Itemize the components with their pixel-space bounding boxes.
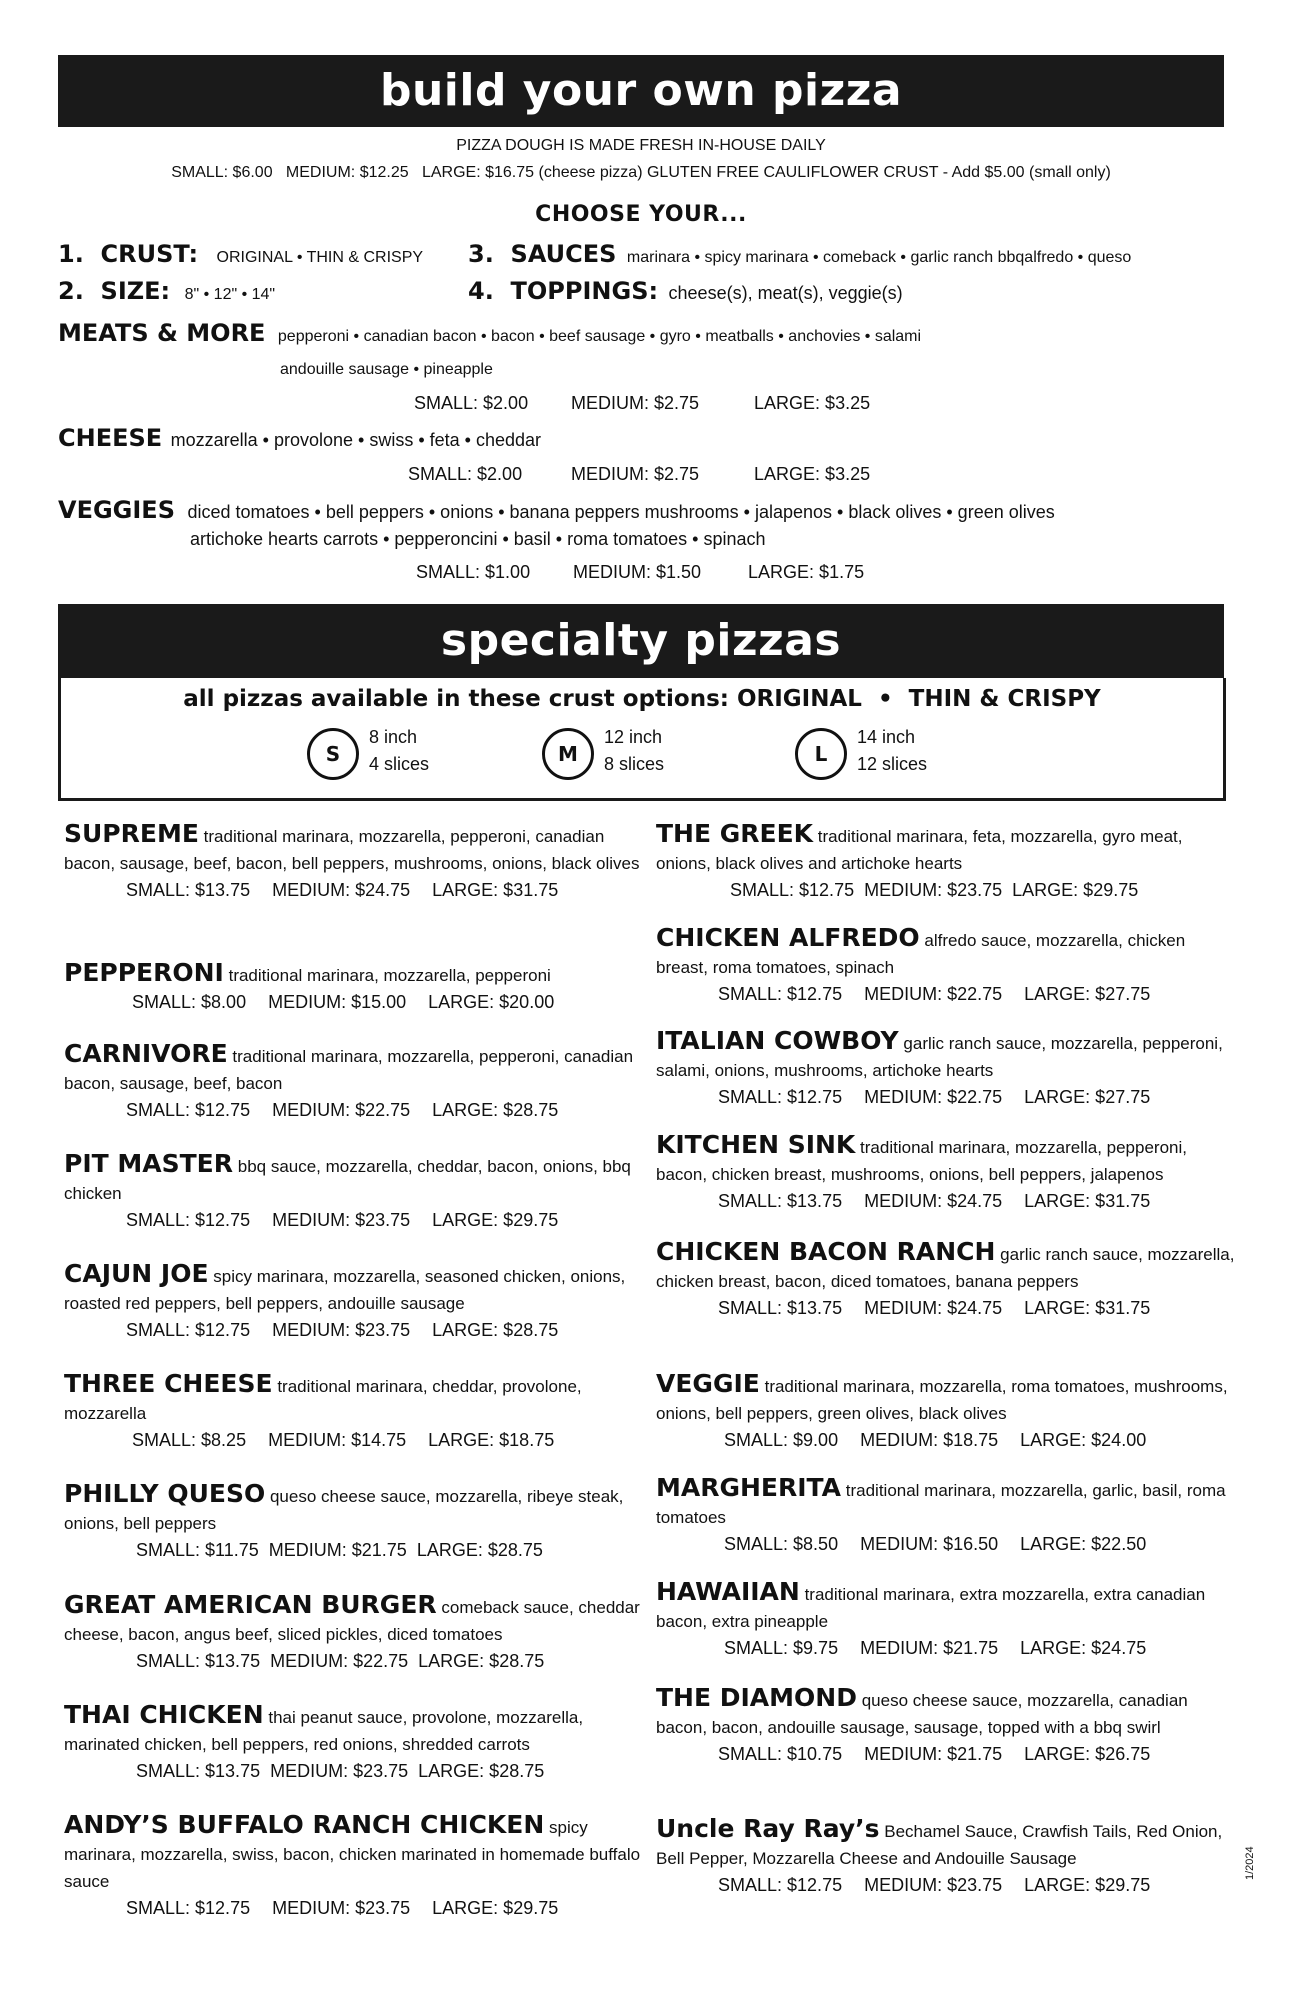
price-large: LARGE: $29.75 xyxy=(432,1898,559,1918)
price-medium: MEDIUM: $14.75 xyxy=(268,1430,407,1450)
price-medium: MEDIUM: $24.75 xyxy=(272,880,411,900)
pizza-desc: traditional marinara, mozzarella, pepperoni, bacon, chicken breast, mushrooms, onions, bell peppers, jalapenos xyxy=(656,1138,1187,1184)
price-small: SMALL: $9.75 xyxy=(724,1638,839,1658)
meats-heading: MEATS & MORE xyxy=(58,319,266,347)
pizza-andys-buffalo-ranch-chicken xyxy=(64,1811,644,1922)
pizza-desc: comeback sauce, cheddar cheese, bacon, angus beef, sliced pickles, diced tomatoes xyxy=(64,1598,640,1644)
pizza-chicken-alfredo xyxy=(656,924,1236,1008)
price-large: LARGE: $31.75 xyxy=(1024,1191,1151,1211)
meats-prices xyxy=(414,393,870,414)
cheese-small: SMALL: $2.00 xyxy=(408,464,523,484)
pizza-name: CHICKEN ALFREDO xyxy=(656,923,920,952)
pizza-desc: Bechamel Sauce, Crawfish Tails, Red Onion, Bell Pepper, Mozzarella Cheese and Andouille Sausage xyxy=(656,1822,1223,1868)
price-medium: MEDIUM: $21.75 xyxy=(268,1540,407,1560)
pizza-name: KITCHEN SINK xyxy=(656,1130,856,1159)
pizza-name: ANDY’S BUFFALO RANCH CHICKEN xyxy=(64,1810,545,1839)
pizza-great-american-burger xyxy=(64,1591,644,1675)
price-small: SMALL: $8.50 xyxy=(724,1534,839,1554)
sauces-option xyxy=(468,240,1131,268)
meats-small: SMALL: $2.00 xyxy=(414,393,529,413)
pizza-philly-queso xyxy=(64,1480,644,1564)
pizza-prices xyxy=(724,1635,1236,1662)
size-small-inch: 8 inch xyxy=(369,727,418,747)
price-large: LARGE: $22.50 xyxy=(1020,1534,1147,1554)
toppings-desc: cheese(s), meat(s), veggie(s) xyxy=(668,283,903,303)
size-small-badge: S xyxy=(307,728,359,780)
price-large: LARGE: $31.75 xyxy=(432,880,559,900)
pizza-the-greek xyxy=(656,820,1236,904)
toppings-heading: 4. TOPPINGS: xyxy=(468,277,659,305)
price-small: SMALL: $12.75 xyxy=(718,1087,843,1107)
pizza-carnivore xyxy=(64,1040,644,1124)
price-large: LARGE: $31.75 xyxy=(1024,1298,1151,1318)
price-large: LARGE: $27.75 xyxy=(1024,984,1151,1004)
pizza-prices xyxy=(718,1872,1236,1899)
price-medium: MEDIUM: $21.75 xyxy=(864,1744,1003,1764)
pizza-pit-master xyxy=(64,1150,644,1234)
price-medium: MEDIUM: $23.75 xyxy=(272,1320,411,1340)
pizza-prices xyxy=(718,1741,1236,1768)
price-medium: MEDIUM: $21.75 xyxy=(860,1638,999,1658)
price-large: LARGE: $29.75 xyxy=(1012,880,1139,900)
price-large: LARGE: $18.75 xyxy=(428,1430,555,1450)
pizza-desc: spicy marinara, mozzarella, swiss, bacon, chicken marinated in homemade buffalo sauce xyxy=(64,1818,641,1891)
price-large: LARGE: $28.75 xyxy=(432,1320,559,1340)
dough-note: PIZZA DOUGH IS MADE FRESH IN-HOUSE DAILY xyxy=(456,137,826,154)
size-large-inch: 14 inch xyxy=(857,727,916,747)
crust-heading: 1. CRUST: xyxy=(58,240,199,268)
price-small: SMALL: $9.00 xyxy=(724,1430,839,1450)
price-small: SMALL: $10.75 xyxy=(718,1744,843,1764)
pizza-name: VEGGIE xyxy=(656,1369,760,1398)
size-medium-inch: 12 inch xyxy=(604,727,663,747)
pizza-cajun-joe xyxy=(64,1260,644,1344)
pizza-desc: spicy marinara, mozzarella, seasoned chicken, onions, roasted red peppers, bell peppers, andouille sausage xyxy=(64,1267,626,1313)
price-medium: MEDIUM: $24.75 xyxy=(864,1298,1003,1318)
pizza-name: GREAT AMERICAN BURGER xyxy=(64,1590,437,1619)
base-prices: SMALL: $6.00 MEDIUM: $12.25 LARGE: $16.75 (cheese pizza) GLUTEN FREE CAULIFLOWER CRUST - Add $5.00 (small only) xyxy=(171,164,1111,181)
price-large: LARGE: $28.75 xyxy=(418,1761,545,1781)
pizza-desc: traditional marinara, mozzarella, pepperoni, canadian bacon, sausage, beef, bacon, bell peppers, mushrooms, onions, black olives xyxy=(64,827,640,873)
price-medium: MEDIUM: $23.75 xyxy=(864,1875,1003,1895)
size-large-slices: 12 slices xyxy=(857,754,928,774)
price-small: SMALL: $12.75 xyxy=(126,1100,251,1120)
pizza-prices xyxy=(724,1531,1236,1558)
price-medium: MEDIUM: $22.75 xyxy=(270,1651,409,1671)
pizza-margherita xyxy=(656,1474,1236,1558)
pizza-name: CARNIVORE xyxy=(64,1039,228,1068)
pizza-name: HAWAIIAN xyxy=(656,1577,800,1606)
choose-heading: CHOOSE YOUR... xyxy=(535,202,747,227)
price-large: LARGE: $20.00 xyxy=(428,992,555,1012)
price-small: SMALL: $13.75 xyxy=(136,1761,261,1781)
price-medium: MEDIUM: $22.75 xyxy=(864,984,1003,1004)
pizza-prices xyxy=(132,1427,644,1454)
price-medium: MEDIUM: $23.75 xyxy=(272,1898,411,1918)
price-small: SMALL: $13.75 xyxy=(718,1298,843,1318)
sauces-desc: marinara • spicy marinara • comeback • garlic ranch bbqalfredo • queso xyxy=(626,249,1132,266)
price-large: LARGE: $24.00 xyxy=(1020,1430,1147,1450)
veggies-medium: MEDIUM: $1.50 xyxy=(573,562,702,582)
meats-medium: MEDIUM: $2.75 xyxy=(571,393,700,413)
pizza-desc: traditional marinara, extra mozzarella, extra canadian bacon, extra pineapple xyxy=(656,1585,1206,1631)
pizza-thai-chicken xyxy=(64,1701,644,1785)
price-medium: MEDIUM: $23.75 xyxy=(272,1210,411,1230)
version-code: 1/2024 xyxy=(1244,1846,1256,1880)
pizza-prices xyxy=(718,1084,1236,1111)
pizza-desc: garlic ranch sauce, mozzarella, chicken breast, bacon, diced tomatoes, banana peppers xyxy=(656,1245,1235,1291)
pizza-hawaiian xyxy=(656,1578,1236,1662)
veggies-desc: diced tomatoes • bell peppers • onions • banana peppers mushrooms • jalapenos • black olives • green olives xyxy=(187,502,1055,522)
price-small: SMALL: $13.75 xyxy=(718,1191,843,1211)
cheese-desc: mozzarella • provolone • swiss • feta • cheddar xyxy=(170,430,541,450)
pizza-name: CAJUN JOE xyxy=(64,1259,209,1288)
price-large: LARGE: $28.75 xyxy=(418,1651,545,1671)
pizza-desc: traditional marinara, mozzarella, pepperoni, canadian bacon, sausage, beef, bacon xyxy=(64,1047,634,1093)
pizza-kitchen-sink xyxy=(656,1131,1236,1215)
cheese-option xyxy=(58,424,541,452)
price-medium: MEDIUM: $22.75 xyxy=(272,1100,411,1120)
pizza-prices xyxy=(718,981,1236,1008)
price-medium: MEDIUM: $22.75 xyxy=(864,1087,1003,1107)
pizza-name: THREE CHEESE xyxy=(64,1369,273,1398)
price-large: LARGE: $29.75 xyxy=(1024,1875,1151,1895)
price-small: SMALL: $11.75 xyxy=(136,1540,259,1560)
price-small: SMALL: $12.75 xyxy=(126,1210,251,1230)
price-large: LARGE: $27.75 xyxy=(1024,1087,1151,1107)
pizza-prices xyxy=(126,1097,644,1124)
veggies-large: LARGE: $1.75 xyxy=(748,562,865,582)
size-option xyxy=(58,277,275,305)
cheese-medium: MEDIUM: $2.75 xyxy=(571,464,700,484)
pizza-pepperoni xyxy=(64,959,644,1016)
pizza-italian-cowboy xyxy=(656,1027,1236,1111)
price-large: LARGE: $29.75 xyxy=(432,1210,559,1230)
price-large: LARGE: $26.75 xyxy=(1024,1744,1151,1764)
pizza-desc: thai peanut sauce, provolone, mozzarella, marinated chicken, bell peppers, red onions, shredded carrots xyxy=(64,1708,584,1754)
pizza-name: THE GREEK xyxy=(656,819,814,848)
meats-desc-2: andouille sausage • pineapple xyxy=(280,361,493,378)
cheese-prices xyxy=(408,464,870,485)
sauces-heading: 3. SAUCES xyxy=(468,240,617,268)
meats-option xyxy=(58,319,921,347)
pizza-desc: queso cheese sauce, mozzarella, canadian bacon, bacon, andouille sausage, sausage, topped with a bbq swirl xyxy=(656,1691,1188,1737)
build-your-own-banner: build your own pizza xyxy=(58,55,1224,127)
size-medium-text xyxy=(604,724,664,778)
pizza-prices xyxy=(136,1537,644,1564)
price-medium: MEDIUM: $15.00 xyxy=(268,992,407,1012)
size-medium-slices: 8 slices xyxy=(604,754,665,774)
meats-large: LARGE: $3.25 xyxy=(754,393,871,413)
pizza-prices xyxy=(136,1758,644,1785)
size-large-badge: L xyxy=(795,728,847,780)
price-small: SMALL: $12.75 xyxy=(126,1898,251,1918)
crust-option xyxy=(58,240,423,268)
pizza-name: THE DIAMOND xyxy=(656,1683,857,1712)
price-small: SMALL: $12.75 xyxy=(718,984,843,1004)
pizza-name: THAI CHICKEN xyxy=(64,1700,264,1729)
price-medium: MEDIUM: $23.75 xyxy=(864,880,1003,900)
price-medium: MEDIUM: $16.50 xyxy=(860,1534,999,1554)
crust-options-note: all pizzas available in these crust options: ORIGINAL • THIN & CRISPY xyxy=(183,686,1101,712)
price-medium: MEDIUM: $18.75 xyxy=(860,1430,999,1450)
pizza-desc: traditional marinara, cheddar, provolone, mozzarella xyxy=(64,1377,582,1423)
pizza-prices xyxy=(126,877,644,904)
pizza-desc: traditional marinara, mozzarella, roma tomatoes, mushrooms, onions, bell peppers, green olives, black olives xyxy=(656,1377,1228,1423)
price-medium: MEDIUM: $24.75 xyxy=(864,1191,1003,1211)
size-heading: 2. SIZE: xyxy=(58,277,171,305)
pizza-name: MARGHERITA xyxy=(656,1473,842,1502)
cheese-heading: CHEESE xyxy=(58,424,163,452)
pizza-name: CHICKEN BACON RANCH xyxy=(656,1237,996,1266)
pizza-veggie xyxy=(656,1370,1236,1454)
pizza-prices xyxy=(724,1427,1236,1454)
pizza-prices xyxy=(126,1895,644,1922)
specialty-banner: specialty pizzas xyxy=(58,604,1224,678)
pizza-prices xyxy=(136,1648,644,1675)
pizza-desc: bbq sauce, mozzarella, cheddar, bacon, onions, bbq chicken xyxy=(64,1157,631,1203)
price-small: SMALL: $12.75 xyxy=(730,880,855,900)
pizza-name: PIT MASTER xyxy=(64,1149,233,1178)
pizza-name: PHILLY QUESO xyxy=(64,1479,266,1508)
price-small: SMALL: $12.75 xyxy=(126,1320,251,1340)
price-small: SMALL: $8.25 xyxy=(132,1430,247,1450)
pizza-name: SUPREME xyxy=(64,819,199,848)
pizza-prices xyxy=(718,1295,1236,1322)
pizza-chicken-bacon-ranch xyxy=(656,1238,1236,1322)
pizza-prices xyxy=(730,877,1236,904)
crust-desc: ORIGINAL • THIN & CRISPY xyxy=(216,249,424,266)
pizza-desc: traditional marinara, mozzarella, garlic, basil, roma tomatoes xyxy=(656,1481,1226,1527)
pizza-desc: queso cheese sauce, mozzarella, ribeye steak, onions, bell peppers xyxy=(64,1487,624,1533)
pizza-uncle-ray-rays xyxy=(656,1815,1236,1899)
size-small-text xyxy=(369,724,429,778)
size-desc: 8" • 12" • 14" xyxy=(184,286,276,303)
toppings-option xyxy=(468,277,903,305)
pizza-prices xyxy=(126,1207,644,1234)
size-small-slices: 4 slices xyxy=(369,754,430,774)
pizza-name: Uncle Ray Ray’s xyxy=(656,1814,880,1843)
veggies-option xyxy=(58,496,1055,524)
pizza-name: PEPPERONI xyxy=(64,958,224,987)
pizza-prices xyxy=(132,989,644,1016)
size-large-text xyxy=(857,724,927,778)
pizza-the-diamond xyxy=(656,1684,1236,1768)
veggies-heading: VEGGIES xyxy=(58,496,175,524)
size-medium-badge: M xyxy=(542,728,594,780)
price-small: SMALL: $8.00 xyxy=(132,992,247,1012)
veggies-desc-2: artichoke hearts carrots • pepperoncini • basil • roma tomatoes • spinach xyxy=(190,529,766,549)
pizza-prices xyxy=(718,1188,1236,1215)
pizza-desc: traditional marinara, feta, mozzarella, gyro meat, onions, black olives and artichoke hearts xyxy=(656,827,1183,873)
pizza-three-cheese xyxy=(64,1370,644,1454)
crust-options-box xyxy=(58,678,1226,801)
cheese-large: LARGE: $3.25 xyxy=(754,464,871,484)
price-large: LARGE: $28.75 xyxy=(416,1540,543,1560)
pizza-supreme xyxy=(64,820,644,904)
meats-desc: pepperoni • canadian bacon • bacon • beef sausage • gyro • meatballs • anchovies • salami xyxy=(277,328,922,345)
price-small: SMALL: $13.75 xyxy=(126,880,251,900)
price-medium: MEDIUM: $23.75 xyxy=(270,1761,409,1781)
pizza-name: ITALIAN COWBOY xyxy=(656,1026,899,1055)
pizza-desc: garlic ranch sauce, mozzarella, pepperoni, salami, onions, mushrooms, artichoke hearts xyxy=(656,1034,1223,1080)
veggies-prices xyxy=(416,562,864,583)
pizza-desc: alfredo sauce, mozzarella, chicken breast, roma tomatoes, spinach xyxy=(656,931,1186,977)
price-large: LARGE: $24.75 xyxy=(1020,1638,1147,1658)
pizza-prices xyxy=(126,1317,644,1344)
price-large: LARGE: $28.75 xyxy=(432,1100,559,1120)
price-small: SMALL: $12.75 xyxy=(718,1875,843,1895)
veggies-small: SMALL: $1.00 xyxy=(416,562,531,582)
price-small: SMALL: $13.75 xyxy=(136,1651,261,1671)
pizza-desc: traditional marinara, mozzarella, pepperoni xyxy=(228,966,551,985)
